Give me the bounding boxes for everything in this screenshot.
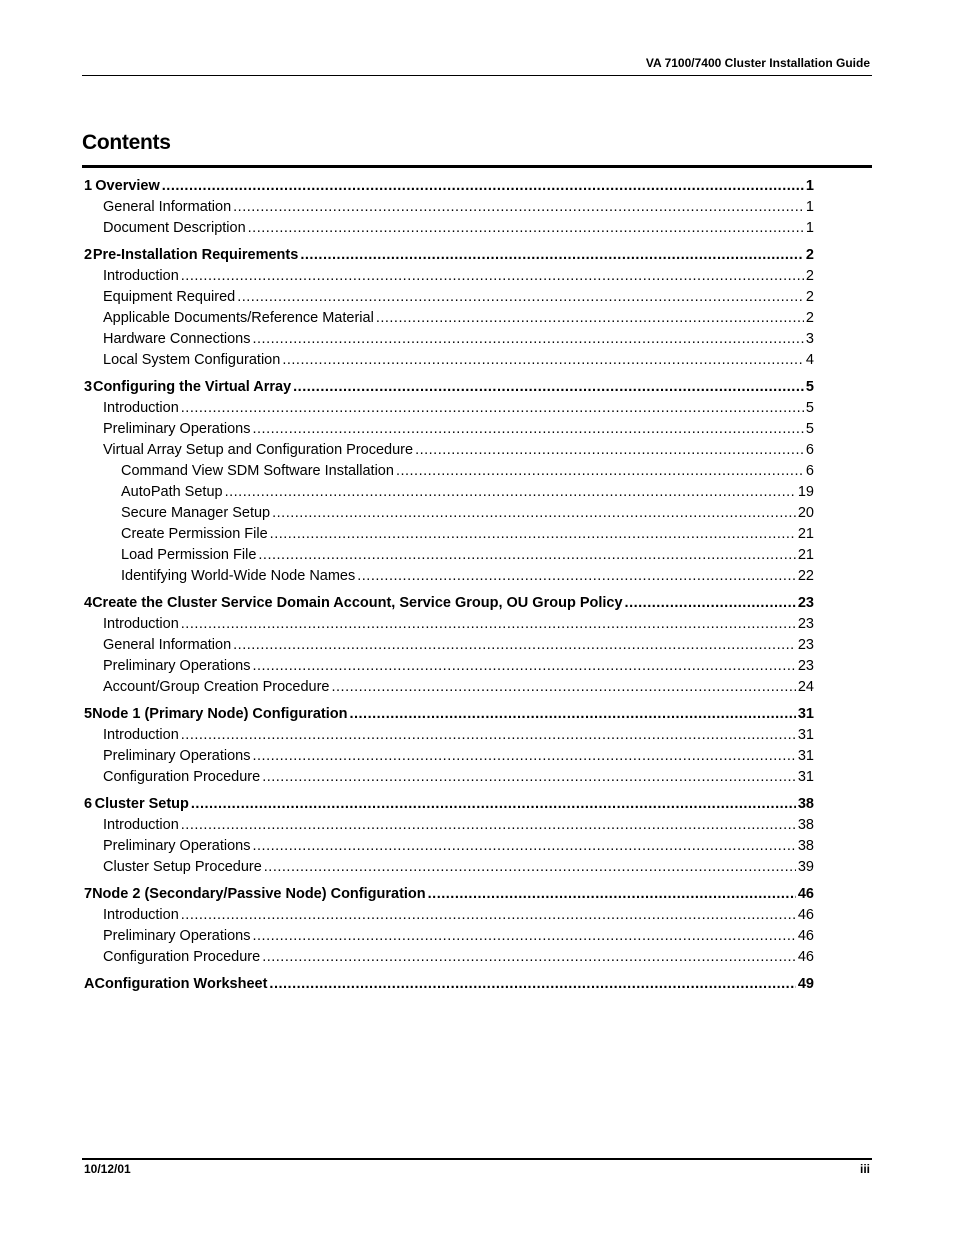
toc-chapter-number: 3: [84, 379, 93, 395]
toc-entry[interactable]: [84, 545, 814, 566]
toc-entry[interactable]: [84, 287, 814, 308]
toc-dot-leader: [225, 482, 796, 503]
toc-dot-leader: [264, 857, 796, 878]
toc-entry-title: Cluster Setup Procedure: [103, 859, 262, 875]
toc-section: [84, 245, 814, 371]
toc-page-number: 38: [797, 838, 814, 854]
toc-entry-title: Hardware Connections: [103, 331, 251, 347]
toc-entry-title: Introduction: [103, 817, 179, 833]
toc-entry[interactable]: [84, 947, 814, 968]
toc-entry-title: Preliminary Operations: [103, 421, 251, 437]
toc-entry-title: Virtual Array Setup and Configuration Procedure: [103, 442, 414, 458]
toc-section: [84, 176, 814, 239]
toc-entry[interactable]: [84, 905, 814, 926]
toc-section: [84, 593, 814, 698]
toc-page-number: 22: [797, 568, 814, 584]
toc-entry-title: Create Permission File: [121, 526, 268, 542]
toc-entry[interactable]: [84, 503, 814, 524]
toc-dot-leader: [332, 677, 796, 698]
toc-entry[interactable]: [84, 815, 814, 836]
toc-chapter-title: Node 1 (Primary Node) Configuration: [92, 706, 348, 722]
toc-entry-title: Preliminary Operations: [103, 658, 251, 674]
toc-dot-leader: [252, 746, 795, 767]
toc-dot-leader: [357, 566, 796, 587]
table-of-contents: [84, 176, 814, 1001]
toc-entry-title: General Information: [103, 637, 232, 653]
toc-page-number: 31: [797, 748, 814, 764]
toc-page-number: 1: [805, 178, 814, 194]
toc-page-number: 5: [805, 400, 814, 416]
toc-page-number: 1: [805, 220, 814, 236]
toc-dot-leader: [181, 266, 804, 287]
toc-page-number: 23: [797, 616, 814, 632]
toc-entry-title: Secure Manager Setup: [121, 505, 271, 521]
toc-dot-leader: [396, 461, 804, 482]
toc-entry-title: Introduction: [103, 616, 179, 632]
footer-rule: [82, 1158, 872, 1160]
toc-entry-title: Configuration Procedure: [103, 949, 261, 965]
toc-dot-leader: [162, 176, 804, 197]
toc-entry-title: Preliminary Operations: [103, 928, 251, 944]
toc-entry-title: Introduction: [103, 268, 179, 284]
toc-page-number: 1: [805, 199, 814, 215]
toc-chapter-title: Node 2 (Secondary/Passive Node) Configuration: [92, 886, 426, 902]
toc-entry-title: Introduction: [103, 400, 179, 416]
footer-page-number: iii: [859, 1162, 870, 1176]
toc-page-number: 31: [797, 727, 814, 743]
toc-page-number: 19: [797, 484, 814, 500]
toc-entry-title: AutoPath Setup: [121, 484, 223, 500]
toc-entry[interactable]: [84, 218, 814, 239]
page-title: Contents: [82, 131, 171, 154]
toc-page-number: 23: [797, 658, 814, 674]
toc-chapter-number: 2: [84, 247, 93, 263]
toc-page-number: 2: [805, 310, 814, 326]
toc-dot-leader: [300, 245, 804, 266]
toc-chapter-number: 1: [84, 178, 93, 194]
toc-page-number: 21: [797, 547, 814, 563]
toc-page-number: 24: [797, 679, 814, 695]
toc-dot-leader: [415, 440, 804, 461]
toc-page-number: 38: [797, 817, 814, 833]
toc-entry[interactable]: [84, 461, 814, 482]
toc-chapter-number: A: [84, 976, 95, 992]
toc-page-number: 2: [805, 268, 814, 284]
toc-entry[interactable]: [84, 329, 814, 350]
toc-page-number: 5: [805, 379, 814, 395]
toc-chapter-title: Cluster Setup: [94, 796, 189, 812]
toc-dot-leader: [252, 656, 795, 677]
toc-entry[interactable]: [84, 725, 814, 746]
toc-entry-title: General Information: [103, 199, 232, 215]
toc-entry-title: Command View SDM Software Installation: [121, 463, 394, 479]
toc-page-number: 31: [797, 706, 814, 722]
toc-entry[interactable]: [84, 308, 814, 329]
toc-entry[interactable]: [84, 266, 814, 287]
toc-dot-leader: [349, 704, 795, 725]
toc-entry-title: Introduction: [103, 907, 179, 923]
toc-entry[interactable]: [84, 350, 814, 371]
toc-page-number: 5: [805, 421, 814, 437]
toc-page-number: 46: [797, 886, 814, 902]
toc-chapter-entry[interactable]: [84, 245, 814, 266]
toc-entry[interactable]: [84, 836, 814, 857]
toc-entry[interactable]: [84, 677, 814, 698]
toc-dot-leader: [272, 503, 796, 524]
toc-dot-leader: [625, 593, 796, 614]
toc-page-number: 23: [797, 595, 814, 611]
toc-dot-leader: [248, 218, 804, 239]
toc-entry-title: Document Description: [103, 220, 246, 236]
toc-page-number: 20: [797, 505, 814, 521]
running-header-title: VA 7100/7400 Cluster Installation Guide: [645, 56, 870, 70]
toc-dot-leader: [181, 614, 796, 635]
toc-entry[interactable]: [84, 440, 814, 461]
toc-entry-title: Account/Group Creation Procedure: [103, 679, 330, 695]
toc-dot-leader: [252, 419, 803, 440]
toc-chapter-title: Configuration Worksheet: [94, 976, 268, 992]
toc-dot-leader: [191, 794, 796, 815]
toc-dot-leader: [428, 884, 796, 905]
toc-section: [84, 377, 814, 587]
toc-dot-leader: [269, 974, 795, 995]
title-rule: [82, 165, 872, 168]
toc-chapter-title: Overview: [95, 178, 160, 194]
toc-page-number: 2: [805, 247, 814, 263]
footer-date: 10/12/01: [84, 1162, 131, 1176]
toc-entry-title: Identifying World-Wide Node Names: [121, 568, 356, 584]
toc-entry[interactable]: [84, 566, 814, 587]
toc-dot-leader: [181, 725, 796, 746]
toc-dot-leader: [376, 308, 804, 329]
toc-chapter-entry[interactable]: [84, 176, 814, 197]
toc-page-number: 3: [805, 331, 814, 347]
toc-page-number: 6: [805, 442, 814, 458]
toc-dot-leader: [181, 905, 796, 926]
toc-page-number: 46: [797, 907, 814, 923]
toc-page-number: 23: [797, 637, 814, 653]
toc-page-number: 38: [797, 796, 814, 812]
toc-section: [84, 974, 814, 995]
toc-page-number: 49: [797, 976, 814, 992]
toc-chapter-entry[interactable]: [84, 593, 814, 614]
toc-chapter-title: Pre-Installation Requirements: [92, 247, 299, 263]
toc-chapter-number: 5: [84, 706, 93, 722]
toc-entry[interactable]: [84, 419, 814, 440]
toc-entry[interactable]: [84, 197, 814, 218]
toc-chapter-entry[interactable]: [84, 704, 814, 725]
toc-section: [84, 884, 814, 968]
toc-page-number: 2: [805, 289, 814, 305]
toc-entry[interactable]: [84, 614, 814, 635]
toc-chapter-number: 6: [84, 796, 93, 812]
toc-entry-title: Preliminary Operations: [103, 838, 251, 854]
toc-page-number: 4: [805, 352, 814, 368]
toc-dot-leader: [181, 815, 796, 836]
toc-entry[interactable]: [84, 926, 814, 947]
toc-dot-leader: [293, 377, 804, 398]
toc-entry[interactable]: [84, 482, 814, 503]
toc-dot-leader: [282, 350, 804, 371]
toc-dot-leader: [233, 635, 796, 656]
toc-dot-leader: [181, 398, 804, 419]
toc-page-number: 6: [805, 463, 814, 479]
toc-chapter-title: Configuring the Virtual Array: [92, 379, 292, 395]
toc-chapter-number: 4: [84, 595, 93, 611]
toc-entry-title: Local System Configuration: [103, 352, 281, 368]
toc-page-number: 39: [797, 859, 814, 875]
toc-dot-leader: [258, 545, 795, 566]
toc-dot-leader: [252, 836, 795, 857]
toc-chapter-entry[interactable]: [84, 884, 814, 905]
toc-entry[interactable]: [84, 746, 814, 767]
toc-dot-leader: [262, 767, 796, 788]
toc-entry-title: Introduction: [103, 727, 179, 743]
toc-entry[interactable]: [84, 767, 814, 788]
toc-entry[interactable]: [84, 635, 814, 656]
toc-entry[interactable]: [84, 857, 814, 878]
toc-entry-title: Configuration Procedure: [103, 769, 261, 785]
toc-page-number: 46: [797, 949, 814, 965]
toc-page-number: 21: [797, 526, 814, 542]
toc-chapter-entry[interactable]: [84, 794, 814, 815]
toc-entry[interactable]: [84, 656, 814, 677]
toc-section: [84, 794, 814, 878]
toc-entry[interactable]: [84, 524, 814, 545]
toc-chapter-entry[interactable]: [84, 974, 814, 995]
toc-page-number: 31: [797, 769, 814, 785]
toc-page-number: 46: [797, 928, 814, 944]
toc-chapter-number: 7: [84, 886, 93, 902]
toc-section: [84, 704, 814, 788]
toc-entry[interactable]: [84, 398, 814, 419]
toc-entry-title: Load Permission File: [121, 547, 257, 563]
toc-chapter-entry[interactable]: [84, 377, 814, 398]
toc-dot-leader: [270, 524, 796, 545]
toc-entry-title: Applicable Documents/Reference Material: [103, 310, 374, 326]
toc-dot-leader: [253, 329, 804, 350]
toc-dot-leader: [262, 947, 796, 968]
toc-entry-title: Preliminary Operations: [103, 748, 251, 764]
header-rule: [82, 75, 872, 76]
toc-dot-leader: [233, 197, 804, 218]
toc-entry-title: Equipment Required: [103, 289, 236, 305]
toc-chapter-title: Create the Cluster Service Domain Account, Service Group, OU Group Policy: [92, 595, 623, 611]
toc-dot-leader: [237, 287, 804, 308]
toc-dot-leader: [252, 926, 795, 947]
